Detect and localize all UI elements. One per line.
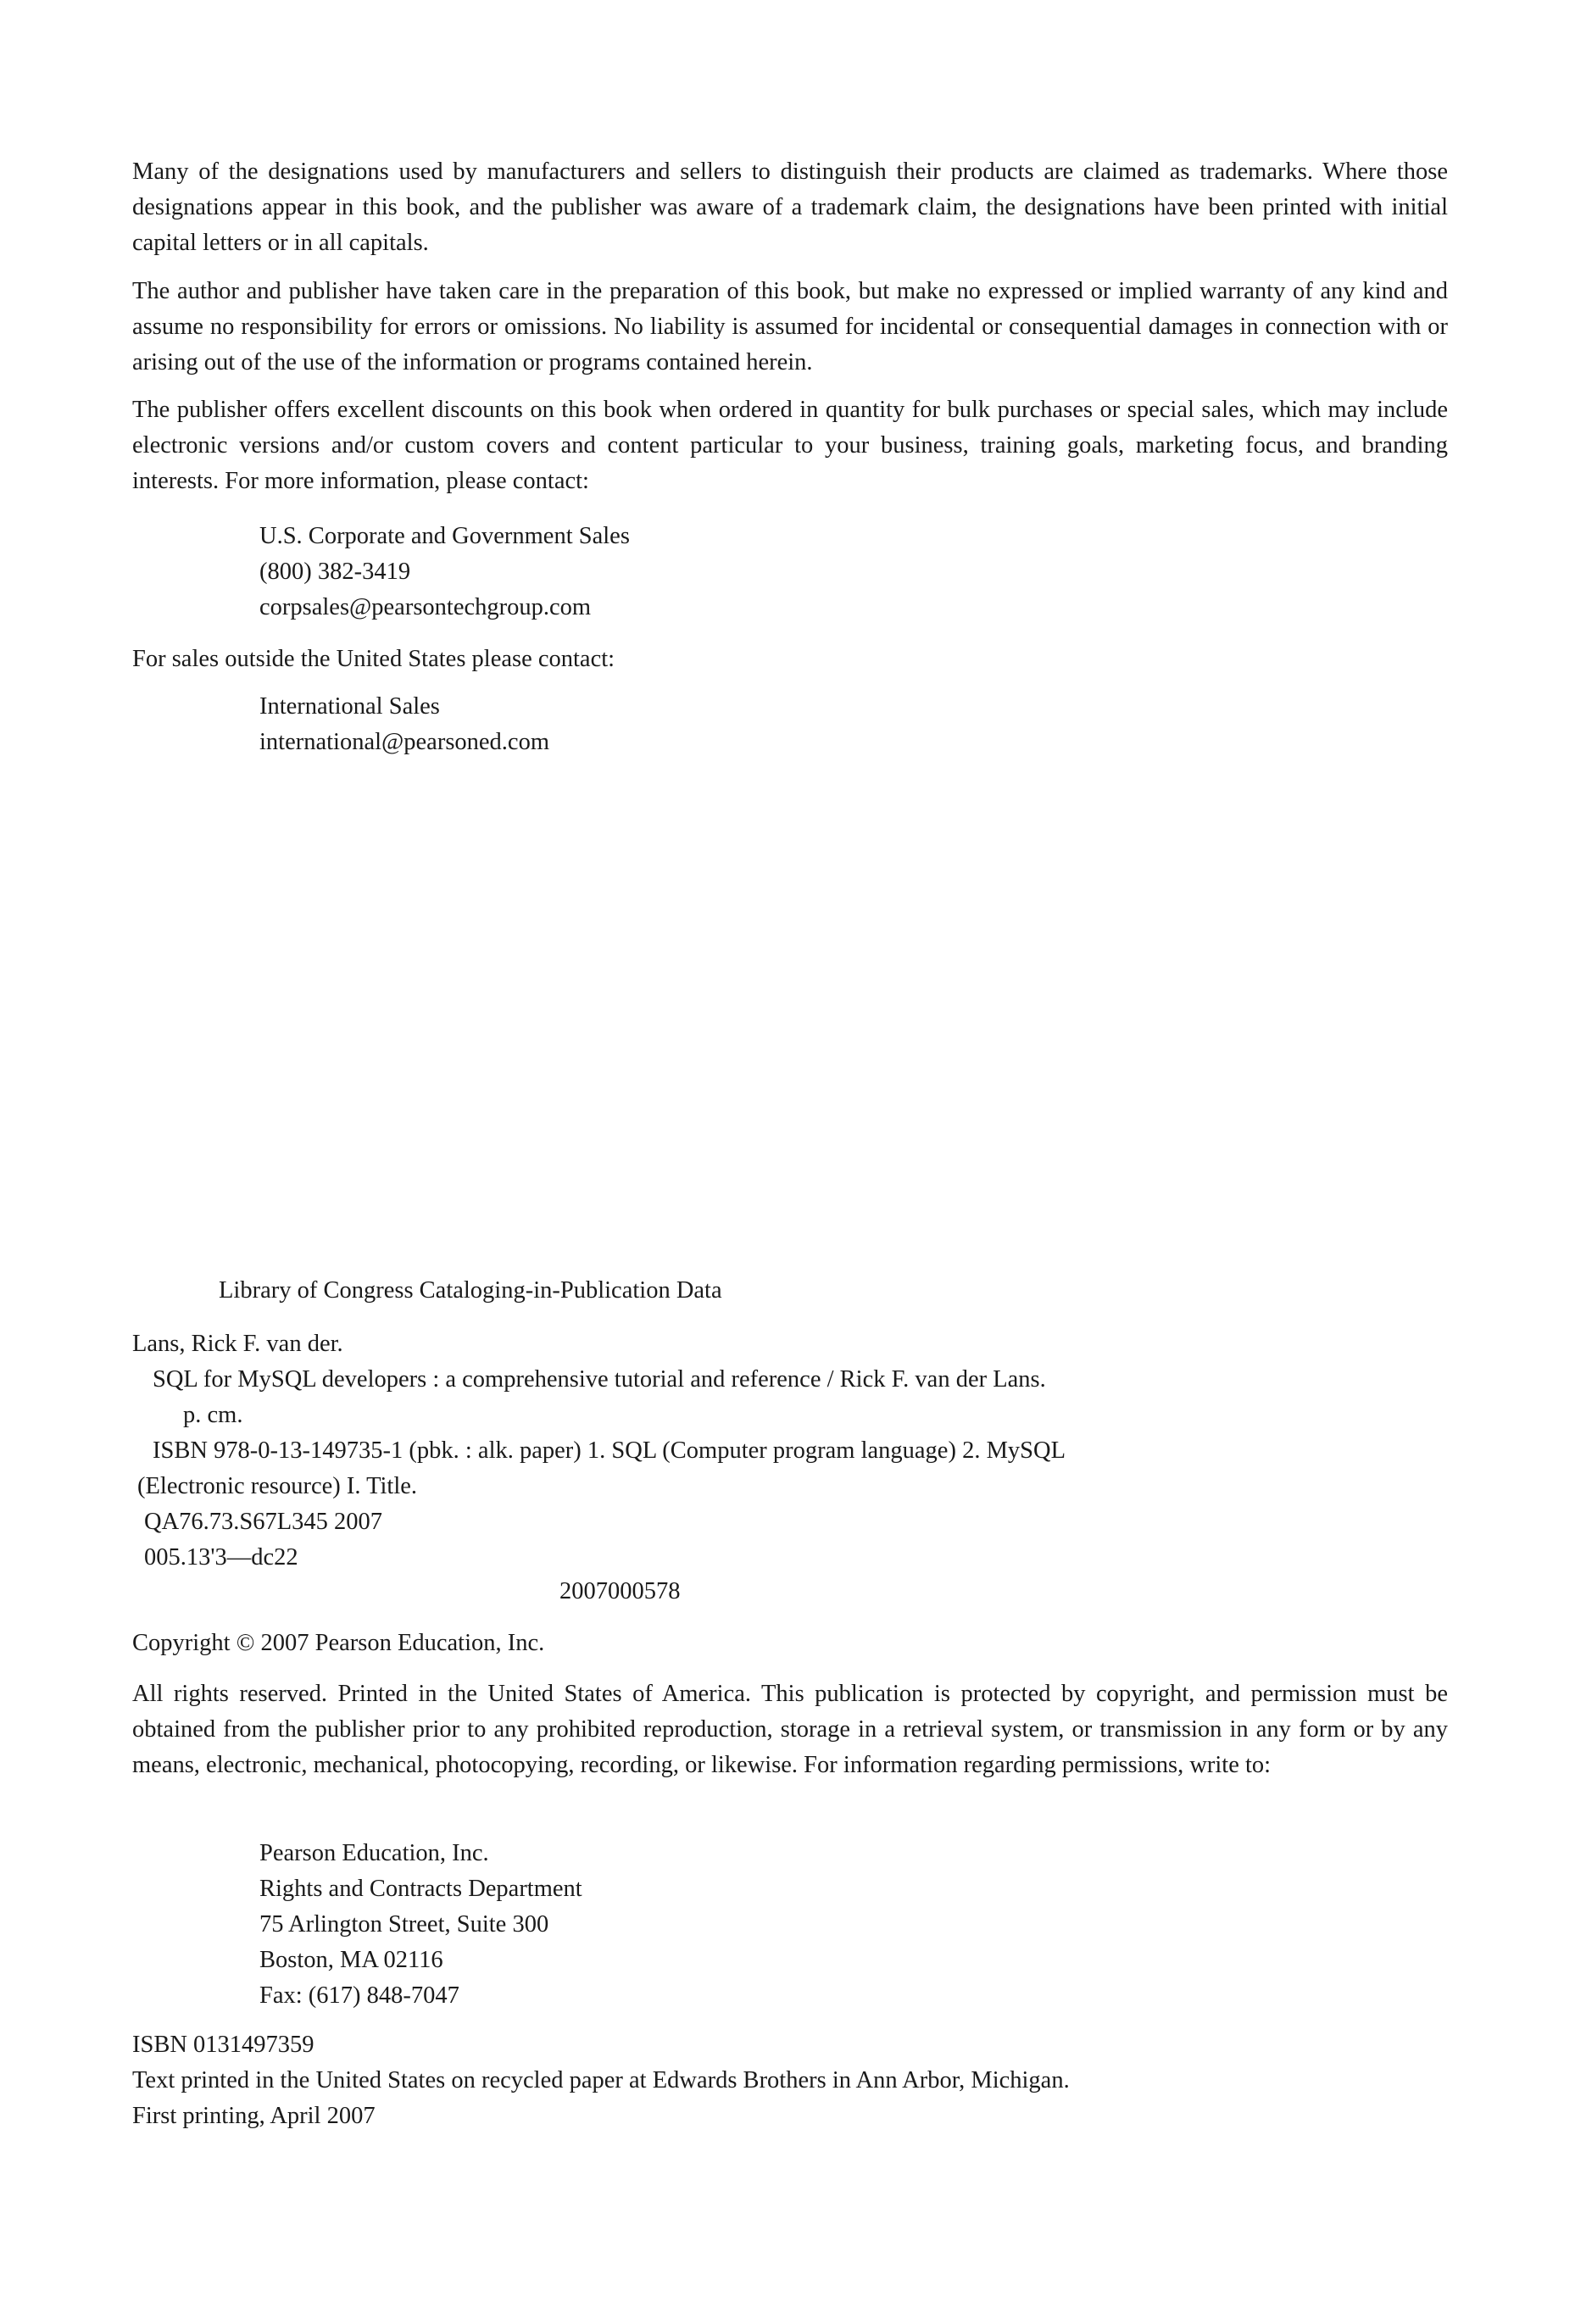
cip-control-number: 2007000578 [559, 1578, 681, 1604]
printed-note: Text printed in the United States on recycled paper at Edwards Brothers in Ann Arbor, Michigan. [132, 2067, 1070, 2093]
rights-paragraph: All rights reserved. Printed in the United States of America. This publication is protected by copyright, and permission must be obtained from the publisher prior to any prohibited reproduction, storage in a retrieval system, or transmission in any form or by any means, electronic, mechanical, photocopying, recording, or likewise. For information regarding permissions, write to: [132, 1681, 1448, 1778]
address-line: Rights and Contracts Department [259, 1876, 582, 1902]
permissions-address [259, 1836, 1575, 2014]
us-sales-name: U.S. Corporate and Government Sales [259, 523, 630, 549]
international-sales-contact [259, 689, 1575, 760]
isbn-line: ISBN 0131497359 [132, 2032, 314, 2058]
address-line: 75 Arlington Street, Suite 300 [259, 1911, 549, 1938]
warranty-paragraph: The author and publisher have taken care in the preparation of this book, but make no expressed or implied warranty of any kind and assume no responsibility for errors or omissions. No liability is assumed for incidental or consequential damages in connection with or arising out of the use of the information or programs contained herein. [132, 278, 1448, 375]
us-sales-email: corpsales@pearsontechgroup.com [259, 594, 592, 620]
cip-line-author: Lans, Rick F. van der. [132, 1331, 343, 1357]
us-sales-contact [259, 519, 1575, 625]
cip-line-electronic: (Electronic resource) I. Title. [137, 1473, 418, 1499]
address-line: Fax: (617) 848-7047 [259, 1982, 459, 2009]
address-line: Pearson Education, Inc. [259, 1840, 489, 1866]
printing-info [132, 2027, 1448, 2134]
cip-line-call-number: QA76.73.S67L345 2007 [144, 1509, 383, 1535]
intl-sales-name: International Sales [259, 693, 440, 720]
copyright-line: Copyright © 2007 Pearson Education, Inc. [132, 1630, 545, 1656]
cip-line-pages: p. cm. [183, 1402, 243, 1428]
cip-line-isbn: ISBN 978-0-13-149735-1 (pbk. : alk. paper) 1. SQL (Computer program language) 2. MySQL [153, 1437, 1066, 1464]
intl-sales-email: international@pearsoned.com [259, 729, 549, 755]
cip-data [132, 1326, 1448, 1576]
us-sales-phone: (800) 382-3419 [259, 559, 411, 585]
discount-paragraph: The publisher offers excellent discounts on this book when ordered in quantity for bulk purchases or special sales, which may include electronic versions and/or custom covers and content particular to your business, training goals, marketing focus, and branding interests. For more information, please contact: [132, 397, 1448, 494]
cip-heading: Library of Congress Cataloging-in-Publication Data [219, 1277, 722, 1304]
printing-line: First printing, April 2007 [132, 2103, 376, 2129]
cip-line-dewey: 005.13'3—dc22 [144, 1544, 298, 1571]
trademark-paragraph: Many of the designations used by manufacturers and sellers to distinguish their products are claimed as trademarks. Where those designations appear in this book, and the publisher was aware of a trademark claim, the designations have been printed with initial capital letters or in all capitals. [132, 158, 1448, 256]
outside-us-intro: For sales outside the United States please contact: [132, 646, 615, 672]
cip-line-title: SQL for MySQL developers : a comprehensive tutorial and reference / Rick F. van der Lans. [153, 1366, 1046, 1393]
address-line: Boston, MA 02116 [259, 1947, 443, 1973]
